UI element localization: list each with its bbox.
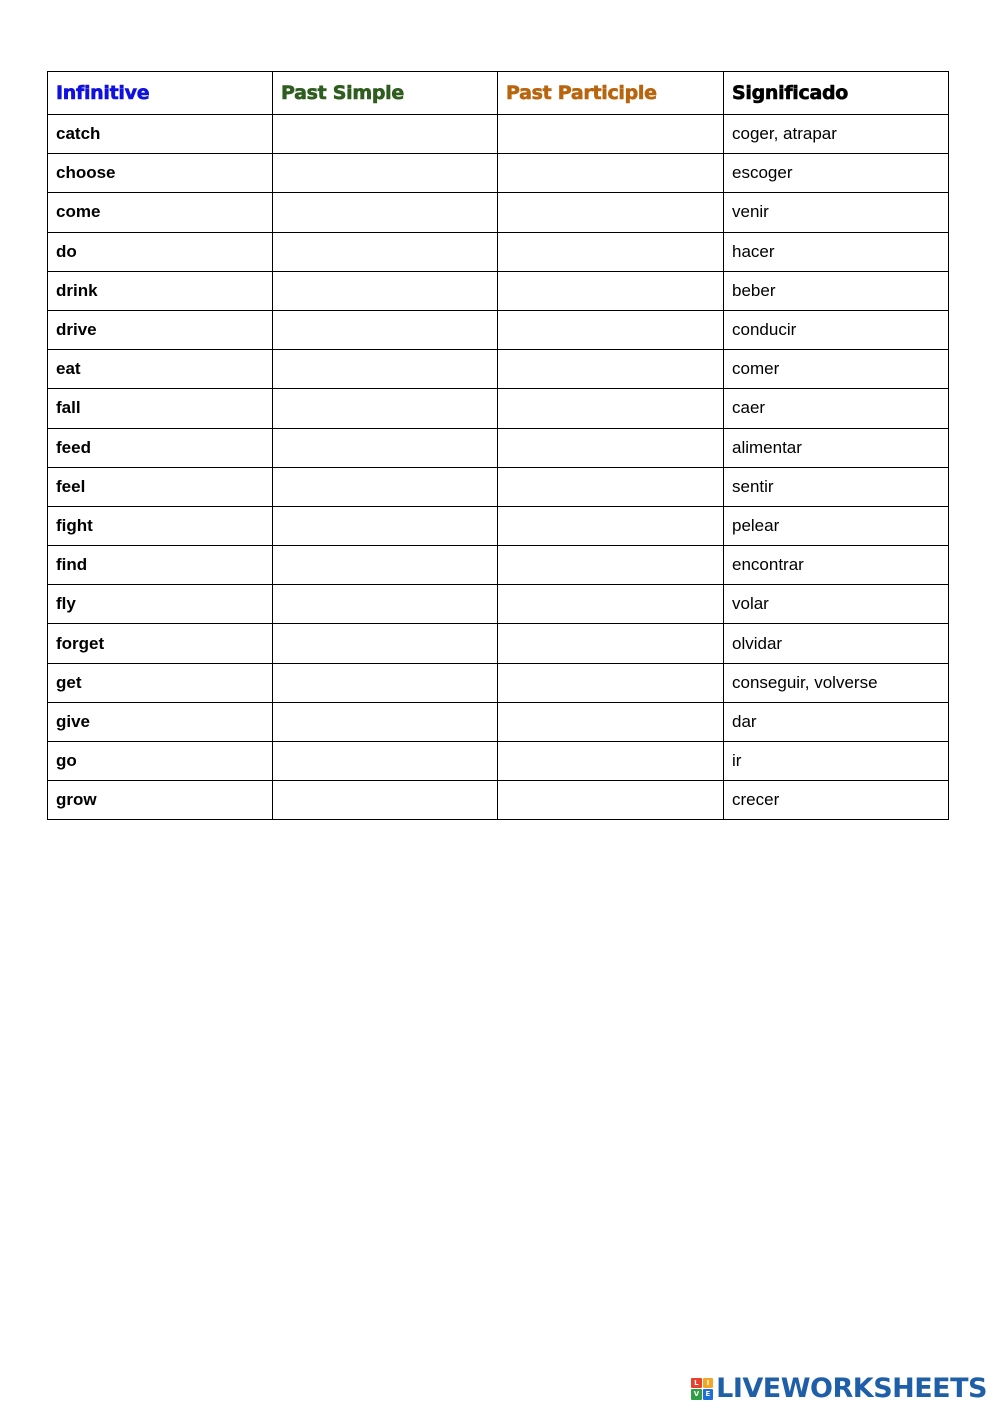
brand-text: LIVEWORKSHEETS <box>716 1373 987 1404</box>
past-simple-cell[interactable] <box>273 428 498 467</box>
liveworksheets-mark-icon <box>691 1378 713 1400</box>
infinitive-cell: find <box>48 546 273 585</box>
table-row <box>48 663 949 702</box>
table-body <box>48 115 949 820</box>
table-row <box>48 742 949 781</box>
infinitive-cell: catch <box>48 115 273 154</box>
table-row <box>48 154 949 193</box>
past-simple-cell[interactable] <box>273 350 498 389</box>
logo-mark-letter: L <box>691 1378 702 1389</box>
table-row <box>48 428 949 467</box>
table-row <box>48 350 949 389</box>
past-participle-cell[interactable] <box>498 350 724 389</box>
infinitive-cell: give <box>48 702 273 741</box>
meaning-cell: sentir <box>724 467 949 506</box>
past-simple-cell[interactable] <box>273 154 498 193</box>
past-participle-cell[interactable] <box>498 428 724 467</box>
irregular-verbs-table <box>47 71 949 820</box>
meaning-cell: olvidar <box>724 624 949 663</box>
table-row <box>48 702 949 741</box>
infinitive-cell: fight <box>48 506 273 545</box>
logo-mark-letter: E <box>703 1389 714 1400</box>
past-simple-cell[interactable] <box>273 546 498 585</box>
header-significado: Significado <box>724 72 949 115</box>
meaning-cell: caer <box>724 389 949 428</box>
infinitive-cell: feel <box>48 467 273 506</box>
table-row <box>48 467 949 506</box>
table-row <box>48 232 949 271</box>
meaning-cell: pelear <box>724 506 949 545</box>
past-participle-cell[interactable] <box>498 585 724 624</box>
meaning-cell: beber <box>724 271 949 310</box>
infinitive-cell: feed <box>48 428 273 467</box>
table-row <box>48 271 949 310</box>
infinitive-cell: do <box>48 232 273 271</box>
past-simple-cell[interactable] <box>273 781 498 820</box>
table-row <box>48 781 949 820</box>
logo-mark-letter: V <box>691 1389 702 1400</box>
infinitive-cell: forget <box>48 624 273 663</box>
table-row <box>48 546 949 585</box>
past-participle-cell[interactable] <box>498 781 724 820</box>
table-row <box>48 506 949 545</box>
past-participle-cell[interactable] <box>498 467 724 506</box>
infinitive-cell: grow <box>48 781 273 820</box>
table-row <box>48 193 949 232</box>
infinitive-cell: drink <box>48 271 273 310</box>
meaning-cell: comer <box>724 350 949 389</box>
past-simple-cell[interactable] <box>273 467 498 506</box>
past-participle-cell[interactable] <box>498 546 724 585</box>
infinitive-cell: go <box>48 742 273 781</box>
table-row <box>48 310 949 349</box>
past-participle-cell[interactable] <box>498 154 724 193</box>
table-row <box>48 624 949 663</box>
liveworksheets-logo <box>691 1373 987 1404</box>
past-simple-cell[interactable] <box>273 232 498 271</box>
infinitive-cell: come <box>48 193 273 232</box>
past-participle-cell[interactable] <box>498 624 724 663</box>
meaning-cell: conducir <box>724 310 949 349</box>
meaning-cell: ir <box>724 742 949 781</box>
infinitive-cell: choose <box>48 154 273 193</box>
past-simple-cell[interactable] <box>273 271 498 310</box>
infinitive-cell: fall <box>48 389 273 428</box>
past-participle-cell[interactable] <box>498 232 724 271</box>
meaning-cell: escoger <box>724 154 949 193</box>
past-simple-cell[interactable] <box>273 193 498 232</box>
past-simple-cell[interactable] <box>273 624 498 663</box>
past-participle-cell[interactable] <box>498 193 724 232</box>
logo-mark-letter: I <box>703 1378 714 1389</box>
table-row <box>48 389 949 428</box>
past-participle-cell[interactable] <box>498 663 724 702</box>
past-participle-cell[interactable] <box>498 271 724 310</box>
past-simple-cell[interactable] <box>273 663 498 702</box>
header-infinitive: Infinitive <box>48 72 273 115</box>
past-simple-cell[interactable] <box>273 506 498 545</box>
meaning-cell: conseguir, volverse <box>724 663 949 702</box>
meaning-cell: coger, atrapar <box>724 115 949 154</box>
meaning-cell: dar <box>724 702 949 741</box>
header-past-participle: Past Participle <box>498 72 724 115</box>
table-row <box>48 585 949 624</box>
past-simple-cell[interactable] <box>273 742 498 781</box>
meaning-cell: volar <box>724 585 949 624</box>
meaning-cell: encontrar <box>724 546 949 585</box>
past-participle-cell[interactable] <box>498 115 724 154</box>
past-simple-cell[interactable] <box>273 389 498 428</box>
past-participle-cell[interactable] <box>498 742 724 781</box>
meaning-cell: venir <box>724 193 949 232</box>
meaning-cell: crecer <box>724 781 949 820</box>
infinitive-cell: get <box>48 663 273 702</box>
past-simple-cell[interactable] <box>273 115 498 154</box>
past-simple-cell[interactable] <box>273 310 498 349</box>
header-past-simple: Past Simple <box>273 72 498 115</box>
table-header-row <box>48 72 949 115</box>
infinitive-cell: fly <box>48 585 273 624</box>
past-simple-cell[interactable] <box>273 585 498 624</box>
past-participle-cell[interactable] <box>498 389 724 428</box>
infinitive-cell: eat <box>48 350 273 389</box>
meaning-cell: alimentar <box>724 428 949 467</box>
infinitive-cell: drive <box>48 310 273 349</box>
meaning-cell: hacer <box>724 232 949 271</box>
past-participle-cell[interactable] <box>498 702 724 741</box>
past-participle-cell[interactable] <box>498 506 724 545</box>
past-simple-cell[interactable] <box>273 702 498 741</box>
past-participle-cell[interactable] <box>498 310 724 349</box>
table-row <box>48 115 949 154</box>
